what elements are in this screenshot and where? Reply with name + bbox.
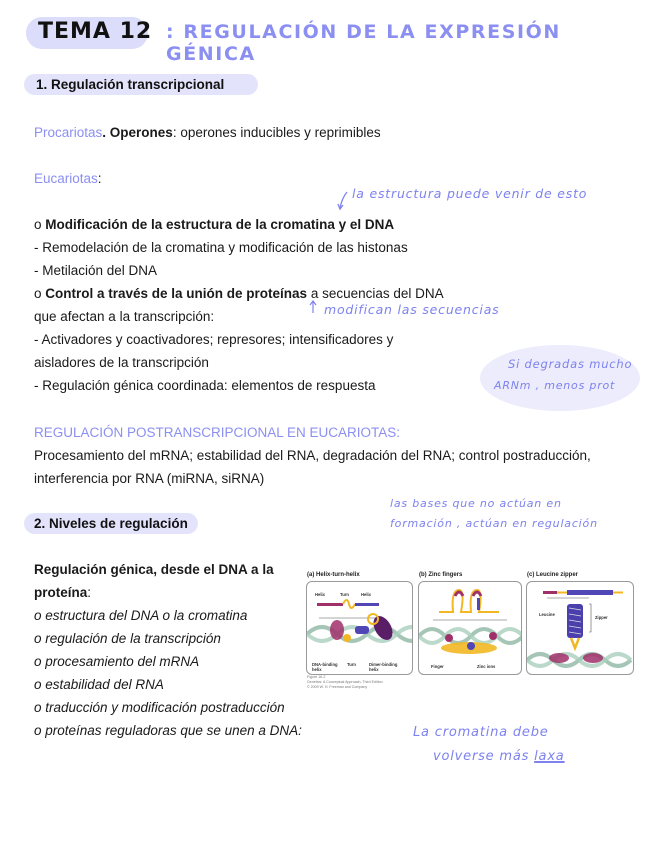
eucariotas-line: Eucariotas: <box>34 171 102 186</box>
note-cromatina-line2: volverse más laxa <box>433 749 565 764</box>
note-laxa: laxa <box>534 749 565 764</box>
list-item: o estabilidad del RNA <box>34 677 164 692</box>
panel-b-zinc-fingers: Finger Zinc ions <box>418 581 522 675</box>
list-item: o estructura del DNA o la cromatina <box>34 608 248 623</box>
procariotas-line: Procariotas. Operones: operones inducibles y reprimibles <box>34 125 381 140</box>
list-item: o Control a través de la unión de proteínas a secuencias del DNA <box>34 286 444 301</box>
list-item: - Metilación del DNA <box>34 263 158 278</box>
list-item: que afectan a la transcripción: <box>34 309 215 324</box>
note-bases-line1: las bases que no actúan en <box>390 497 562 510</box>
list-item: o traducción y modificación postraducción <box>34 700 285 715</box>
niveles-intro: Regulación génica, desde el DNA a la <box>34 562 274 577</box>
list-item: - Activadores y coactivadores; represores; intensificadores y <box>34 332 394 347</box>
leucine-zipper-illustration <box>527 582 633 674</box>
note-bubble <box>480 345 640 411</box>
arrow-down-icon <box>336 190 350 212</box>
arrow-up-icon <box>308 300 318 314</box>
zinc-fingers-illustration <box>419 582 521 674</box>
panel-b-title: (b) Zinc fingers <box>419 572 463 578</box>
niveles-list <box>34 558 302 742</box>
list-item: o procesamiento del mRNA <box>34 654 200 669</box>
note-secuencias: modifican las secuencias <box>324 302 500 317</box>
tema-label: TEMA 12 <box>38 19 153 44</box>
page-title: : REGULACIÓN DE LA EXPRESIÓN GÉNICA <box>166 21 561 65</box>
note-estructura: la estructura puede venir de esto <box>352 186 588 201</box>
operones-label: Operones <box>109 125 173 140</box>
eucariotas-label: Eucariotas <box>34 171 98 186</box>
panel-a-helix-turn-helix: Helix Turn Helix DNA-binding helix Turn Dimer-binding helix <box>306 581 413 675</box>
postranscripcional-line1: Procesamiento del mRNA; estabilidad del RNA, degradación del RNA; control postraducción, <box>34 448 591 463</box>
list-item: o Modificación de la estructura de la cromatina y el DNA <box>34 217 395 232</box>
note-bases-line2: formación , actúan en regulación <box>390 517 598 530</box>
dna-binding-motifs-figure <box>305 572 635 697</box>
panel-c-title: (c) Leucine zipper <box>527 572 579 578</box>
list-item: o regulación de la transcripción <box>34 631 221 646</box>
list-item: aisladores de la transcripción <box>34 355 209 370</box>
niveles-intro-2: proteína: <box>34 585 92 600</box>
list-item: - Remodelación de la cromatina y modificación de las histonas <box>34 240 408 255</box>
panel-c-leucine-zipper: Leucine Zipper <box>526 581 634 675</box>
note-bubble-line1: Si degradas mucho <box>508 357 633 371</box>
list-item: o proteínas reguladoras que se unen a DNA: <box>34 723 302 738</box>
postranscripcional-heading: REGULACIÓN POSTRANSCRIPCIONAL EN EUCARIOTAS: <box>34 425 401 440</box>
note-bubble-line2: ARNm , menos prot <box>494 379 616 392</box>
figure-caption: Figure 16-2 Genetics: A Conceptual Approach, Third Edition © 2009 W. H. Freeman and Company <box>307 675 383 689</box>
postranscripcional-line2: interferencia por RNA (miRNA, siRNA) <box>34 471 265 486</box>
section1-heading: 1. Regulación transcripcional <box>36 77 225 92</box>
list-item: - Regulación génica coordinada: elementos de respuesta <box>34 378 376 393</box>
procariotas-label: Procariotas <box>34 125 103 140</box>
panel-a-title: (a) Helix-turn-helix <box>307 572 360 578</box>
note-cromatina-line1: La cromatina debe <box>413 725 549 740</box>
section2-heading: 2. Niveles de regulación <box>34 516 188 531</box>
